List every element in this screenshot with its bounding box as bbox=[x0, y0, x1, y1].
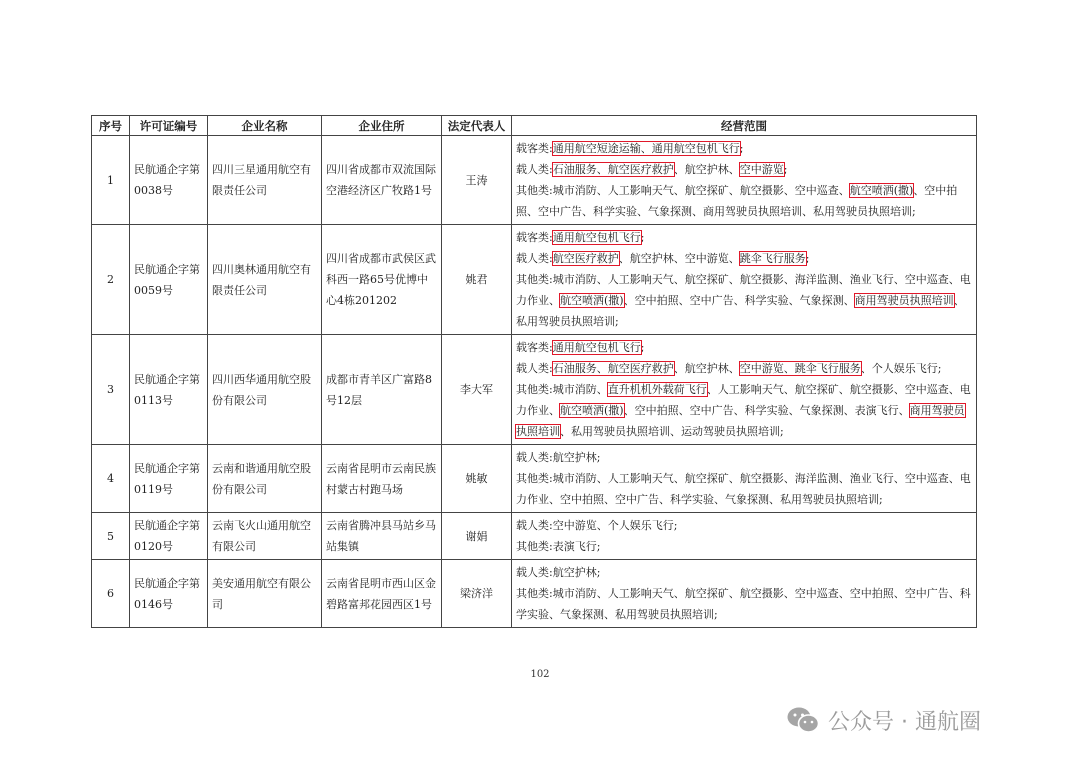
scope-text: ; bbox=[739, 142, 744, 155]
legal-representative: 姚敏 bbox=[442, 445, 512, 513]
scope-text: 其他类:城市消防、 bbox=[516, 383, 608, 396]
company-name: 四川三星通用航空有限责任公司 bbox=[208, 136, 322, 225]
highlighted-scope-item: 商用驾驶员执照培训 bbox=[854, 294, 954, 307]
highlighted-scope-item: 商用驾驶员执照培训 bbox=[516, 404, 965, 438]
scope-line bbox=[516, 138, 972, 159]
scope-text: 载人类:空中游览、个人娱乐飞行; bbox=[516, 519, 678, 532]
company-name: 云南飞火山通用航空有限公司 bbox=[208, 513, 322, 560]
highlighted-scope-item: 石油服务、航空医疗救护 bbox=[552, 163, 674, 176]
scope-line bbox=[516, 468, 972, 510]
license-table bbox=[91, 115, 977, 628]
table-row bbox=[92, 560, 977, 628]
scope-text: 其他类:城市消防、人工影响天气、航空探矿、航空摄影、空中巡查、空中拍照、空中广告、科学实验、气象探测、私用驾驶员执照培训; bbox=[516, 587, 971, 621]
company-address: 云南省昆明市云南民族村蒙古村跑马场 bbox=[322, 445, 442, 513]
scope-text: 载人类:航空护林; bbox=[516, 451, 601, 464]
row-number: 2 bbox=[92, 225, 130, 335]
row-number: 6 bbox=[92, 560, 130, 628]
business-scope bbox=[512, 560, 977, 628]
highlighted-scope-item: 空中游览、跳伞飞行服务 bbox=[739, 362, 861, 375]
highlighted-scope-item: 通用航空短途运输、通用航空包机飞行 bbox=[552, 142, 740, 155]
scope-text: 载人类: bbox=[516, 163, 553, 176]
business-scope bbox=[512, 513, 977, 560]
scope-line bbox=[516, 159, 972, 180]
legal-representative: 王涛 bbox=[442, 136, 512, 225]
scope-text: 、航空护林、 bbox=[673, 362, 740, 375]
company-address: 四川省成都市双流国际空港经济区广牧路1号 bbox=[322, 136, 442, 225]
company-name: 四川西华通用航空股份有限公司 bbox=[208, 335, 322, 445]
scope-line bbox=[516, 248, 972, 269]
header-scope: 经营范围 bbox=[512, 116, 977, 136]
wechat-icon bbox=[786, 705, 820, 735]
scope-text: 、私用驾驶员执照培训、运动驾驶员执照培训; bbox=[560, 425, 784, 438]
scope-text: 其他类:城市消防、人工影响天气、航空探矿、航空摄影、空中巡查、 bbox=[516, 184, 850, 197]
scope-text: 载客类: bbox=[516, 341, 553, 354]
scope-text: 、航空护林、 bbox=[673, 163, 740, 176]
scope-text: ; bbox=[640, 341, 645, 354]
business-scope bbox=[512, 136, 977, 225]
highlighted-scope-item: 直升机机外载荷飞行 bbox=[607, 383, 707, 396]
row-number: 1 bbox=[92, 136, 130, 225]
scope-text: 、个人娱乐飞行; bbox=[860, 362, 942, 375]
row-number: 4 bbox=[92, 445, 130, 513]
page-number: 102 bbox=[530, 669, 550, 680]
scope-text: 、空中拍照、空中广告、科学实验、气象探测、表演飞行、 bbox=[623, 404, 910, 417]
scope-text: ; bbox=[805, 252, 810, 265]
scope-text: 载人类: bbox=[516, 362, 553, 375]
scope-line bbox=[516, 358, 972, 379]
company-address: 成都市青羊区广富路8号12层 bbox=[322, 335, 442, 445]
company-name: 云南和谐通用航空股份有限公司 bbox=[208, 445, 322, 513]
highlighted-scope-item: 航空喷洒(撒) bbox=[560, 294, 624, 307]
license-number: 民航通企字第0120号 bbox=[130, 513, 208, 560]
scope-text: 载客类: bbox=[516, 142, 553, 155]
company-address: 云南省昆明市西山区金碧路富邦花园西区1号 bbox=[322, 560, 442, 628]
scope-text: ; bbox=[640, 231, 645, 244]
highlighted-scope-item: 空中游览 bbox=[739, 163, 784, 176]
highlighted-scope-item: 石油服务、航空医疗救护 bbox=[552, 362, 674, 375]
watermark-text: 公众号 · 通航圈 bbox=[828, 709, 981, 735]
row-number: 5 bbox=[92, 513, 130, 560]
header-company: 企业名称 bbox=[208, 116, 322, 136]
scope-text: 载人类:航空护林; bbox=[516, 566, 601, 579]
table-row bbox=[92, 335, 977, 445]
scope-line bbox=[516, 583, 972, 625]
scope-text: ; bbox=[783, 163, 788, 176]
legal-representative: 谢娟 bbox=[442, 513, 512, 560]
row-number: 3 bbox=[92, 335, 130, 445]
business-scope bbox=[512, 225, 977, 335]
scope-text: 、空中拍照、空中广告、科学实验、气象探测、 bbox=[623, 294, 855, 307]
license-number: 民航通企字第0059号 bbox=[130, 225, 208, 335]
company-name: 四川奥林通用航空有限责任公司 bbox=[208, 225, 322, 335]
legal-representative: 姚君 bbox=[442, 225, 512, 335]
table-row bbox=[92, 513, 977, 560]
header-address: 企业住所 bbox=[322, 116, 442, 136]
company-address: 云南省腾冲县马站乡马站集镇 bbox=[322, 513, 442, 560]
scope-line bbox=[516, 337, 972, 358]
table-header-row bbox=[92, 116, 977, 136]
business-scope bbox=[512, 445, 977, 513]
license-number: 民航通企字第0113号 bbox=[130, 335, 208, 445]
scope-text: 、空中拍照、空中广告、科学实验、气象探测、商用驾驶员执照培训、私用驾驶员执照培训; bbox=[516, 184, 958, 218]
scope-line bbox=[516, 562, 972, 583]
watermark bbox=[786, 700, 981, 740]
scope-line bbox=[516, 269, 972, 332]
highlighted-scope-item: 航空医疗救护 bbox=[552, 252, 619, 265]
highlighted-scope-item: 航空喷洒(撒) bbox=[849, 184, 914, 197]
table-row bbox=[92, 225, 977, 335]
legal-representative: 李大军 bbox=[442, 335, 512, 445]
scope-line bbox=[516, 227, 972, 248]
header-no: 序号 bbox=[92, 116, 130, 136]
scope-text: 载人类: bbox=[516, 252, 553, 265]
business-scope bbox=[512, 335, 977, 445]
scope-line bbox=[516, 379, 972, 442]
scope-text: 载客类: bbox=[516, 231, 553, 244]
table-row bbox=[92, 445, 977, 513]
license-number: 民航通企字第0146号 bbox=[130, 560, 208, 628]
scope-text: 、人工影响天气、航空探矿、航空摄影、空中巡查、电力作业、 bbox=[516, 383, 971, 417]
scope-text: 其他类:城市消防、人工影响天气、航空探矿、航空摄影、海洋监测、渔业飞行、空中巡查、电力作业、 bbox=[516, 273, 971, 307]
scope-line bbox=[516, 515, 972, 536]
company-name: 美安通用航空有限公司 bbox=[208, 560, 322, 628]
highlighted-scope-item: 通用航空包机飞行 bbox=[552, 341, 641, 354]
scope-text: 其他类:城市消防、人工影响天气、航空探矿、航空摄影、海洋监测、渔业飞行、空中巡查、电力作业、空中拍照、空中广告、科学实验、气象探测、私用驾驶员执照培训; bbox=[516, 472, 971, 506]
scope-line bbox=[516, 180, 972, 222]
scope-text: 其他类:表演飞行; bbox=[516, 540, 601, 553]
header-license: 许可证编号 bbox=[130, 116, 208, 136]
scope-line bbox=[516, 536, 972, 557]
highlighted-scope-item: 跳伞飞行服务 bbox=[739, 252, 806, 265]
scope-text: 、航空护林、空中游览、 bbox=[618, 252, 740, 265]
table-row bbox=[92, 136, 977, 225]
header-rep: 法定代表人 bbox=[442, 116, 512, 136]
highlighted-scope-item: 通用航空包机飞行 bbox=[552, 231, 641, 244]
highlighted-scope-item: 航空喷洒(撒) bbox=[560, 404, 624, 417]
company-address: 四川省成都市武侯区武科西一路65号优博中心4栋201202 bbox=[322, 225, 442, 335]
license-number: 民航通企字第0119号 bbox=[130, 445, 208, 513]
scope-text: 、私用驾驶员执照培训; bbox=[516, 294, 965, 328]
legal-representative: 梁济洋 bbox=[442, 560, 512, 628]
license-number: 民航通企字第0038号 bbox=[130, 136, 208, 225]
scope-line bbox=[516, 447, 972, 468]
